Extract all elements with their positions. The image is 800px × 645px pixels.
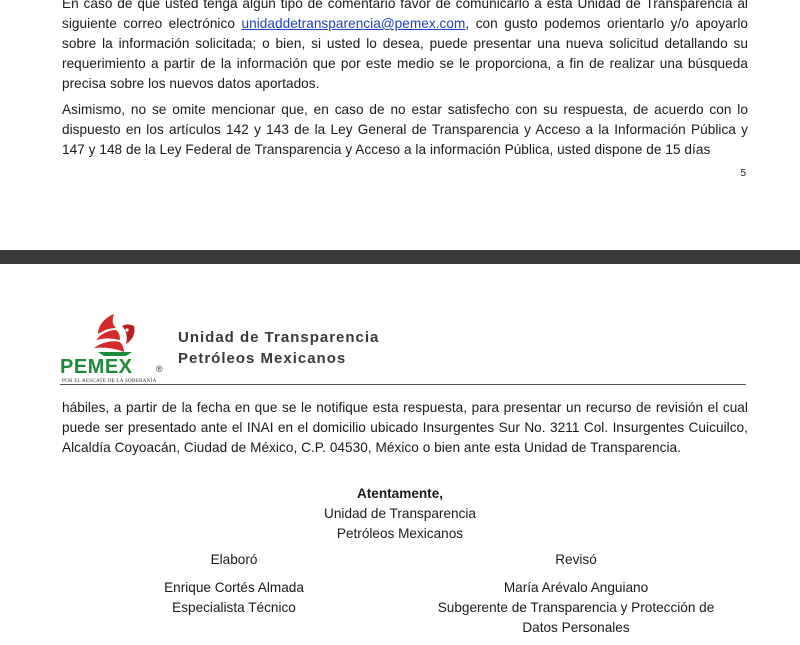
signature-left-title: Especialista Técnico xyxy=(172,600,296,615)
signature-left-role: Elaboró xyxy=(210,552,258,567)
org-subtitle: Petróleos Mexicanos xyxy=(178,350,347,367)
eagle-emblem-icon xyxy=(86,312,146,358)
paragraph-contact-text-end: , con gusto podemos orientarlo y/o apoyarlo sobre la información solicitada; o bien, si usted lo desea, puede presentar una nueva solicitud detallando su requerimiento a partir de la información que por este medio se le proporciona, a fin de realizar una búsqueda precisa sobre los nuevos datos aportados. xyxy=(62,16,748,91)
paragraph-contact xyxy=(62,0,748,94)
signature-left-name: Enrique Cortés Almada xyxy=(164,580,304,595)
paragraph-appeal-rights: Asimismo, no se omite mencionar que, en caso de no estar satisfecho con su respuesta, de acuerdo con lo dispuesto en los artículos 142 y 143 de la Ley General de Transparencia y Acceso a la Información Pública y 147 y 148 de la Ley Federal de Transparencia y Acceso a la información Pública, usted dispone de 15 días xyxy=(62,102,748,157)
signature-right-title xyxy=(416,598,736,638)
signature-right-title-line2: Datos Personales xyxy=(522,620,630,635)
header-divider xyxy=(60,384,746,385)
page-separator xyxy=(0,250,800,264)
pemex-tagline: POR EL RESCATE DE LA SOBERANÍA xyxy=(62,378,157,384)
signature-right-title-line1: Subgerente de Transparencia y Protección de xyxy=(437,600,715,615)
paragraph-contact-text-start: En caso de que usted tenga algún tipo de comentario favor de comunicarlo a esta Unidad de Transparencia al siguiente correo electrónico xyxy=(62,0,748,31)
closing-unit: Unidad de Transparencia xyxy=(324,506,476,521)
closing-org: Petróleos Mexicanos xyxy=(336,526,464,541)
document-page-5 xyxy=(0,0,800,250)
registered-mark: ® xyxy=(156,364,163,374)
pemex-logo-text: PEMEX xyxy=(60,356,133,378)
document-page-6 xyxy=(0,264,800,645)
pemex-logo xyxy=(60,312,172,384)
org-title: Unidad de Transparencia xyxy=(178,329,380,346)
signature-right-role: Revisó xyxy=(555,552,597,567)
closing-salutation: Atentamente, xyxy=(356,486,444,501)
signature-right-name: María Arévalo Anguiano xyxy=(503,580,649,595)
page-number: 5 xyxy=(740,168,746,179)
transparency-email-link[interactable]: unidaddetransparencia@pemex.com xyxy=(241,16,466,31)
paragraph-appeal-continuation: hábiles, a partir de la fecha en que se le notifique esta respuesta, para presentar un recurso de revisión el cual puede ser presentado ante el INAI en el domicilio ubicado Insurgentes Sur No. 3211 Col. Insurgentes Cuicuilco, Alcaldía Coyoacán, Ciudad de México, C.P. 04530, México o bien ante esta Unidad de Transparencia. xyxy=(62,400,748,455)
letterhead xyxy=(60,312,748,386)
